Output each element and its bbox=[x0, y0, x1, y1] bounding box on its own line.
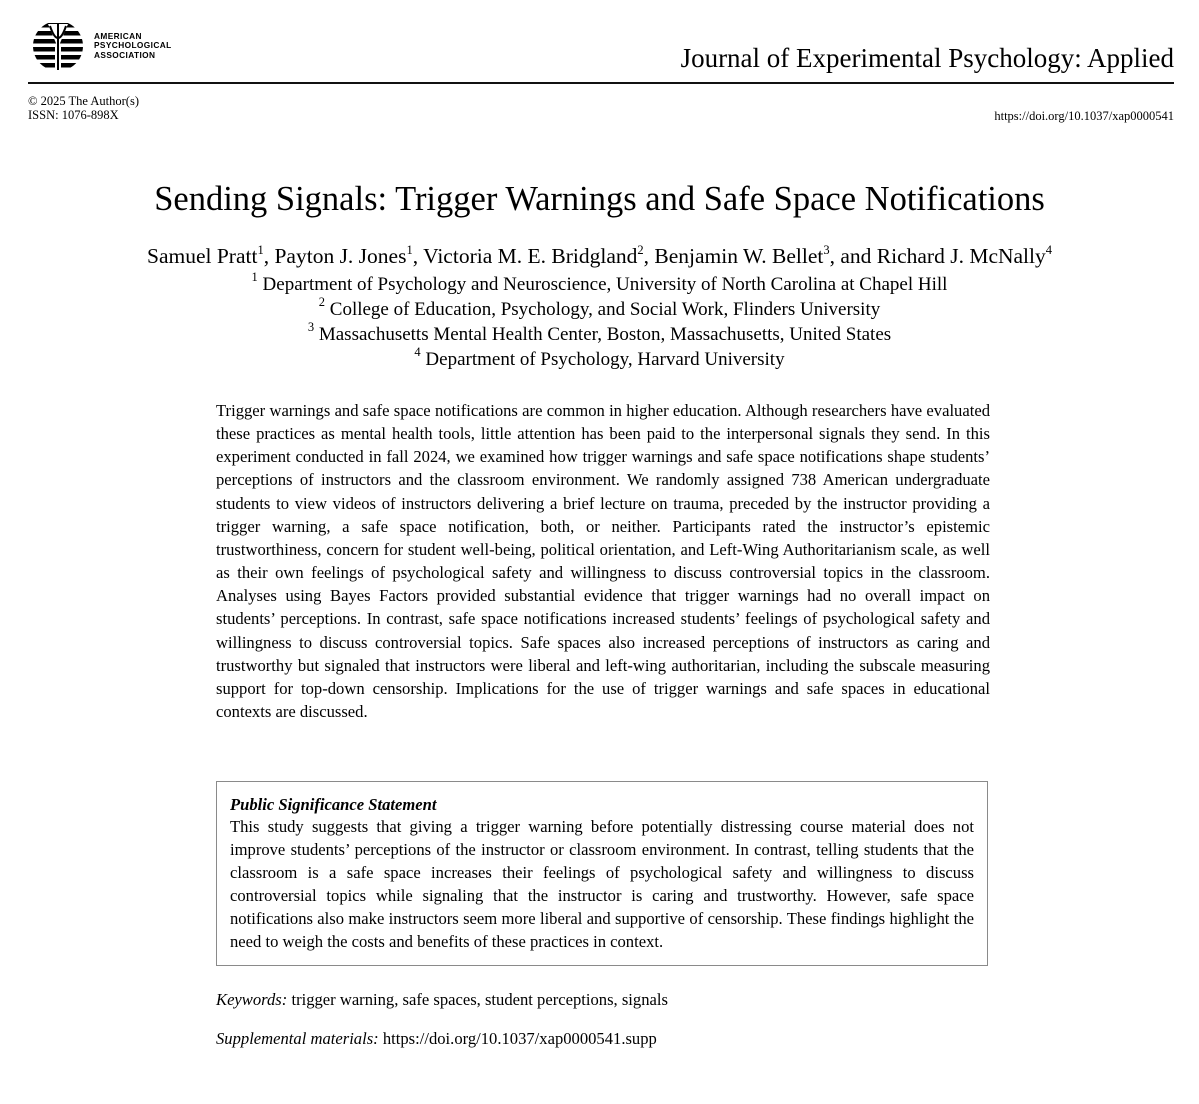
issn: ISSN: 1076-898X bbox=[28, 108, 119, 122]
author-separator: , bbox=[263, 244, 275, 268]
page-header bbox=[28, 14, 1174, 84]
journal-name: Journal of Experimental Psychology: Applied bbox=[680, 43, 1174, 73]
significance-heading: Public Significance Statement bbox=[230, 795, 437, 814]
apa-logo[interactable] bbox=[28, 20, 172, 72]
keywords-label: Keywords: bbox=[216, 990, 288, 1009]
doi-link[interactable]: https://doi.org/10.1037/xap0000541 bbox=[994, 109, 1174, 123]
author-separator: , bbox=[643, 244, 655, 268]
author-name[interactable]: Benjamin W. Bellet bbox=[654, 244, 824, 268]
author-affiliation-marker: 3 bbox=[823, 243, 830, 257]
public-significance-statement bbox=[216, 781, 988, 966]
affiliation-marker: 2 bbox=[318, 295, 326, 309]
supplemental-materials bbox=[216, 1028, 657, 1050]
author-separator: , and bbox=[829, 244, 877, 268]
abstract: Trigger warnings and safe space notifications are common in higher education. Although researchers have evaluated these practices as mental health tools, little attention has been paid to the interpersonal signals they send. In this experiment conducted in fall 2024, we examined how trigger warnings and safe space notifications shape students’ perceptions of instructors and the classroom environment. We randomly assigned 738 American undergraduate students to view videos of instructors delivering a brief lecture on trauma, preceded by the instructor providing a trigger warning, a safe space notification, both, or neither. Participants rated the instructor’s epistemic trustworthiness, concern for student well-being, political orientation, and Left-Wing Authoritarianism scale, as well as their own feelings of psychological safety and willingness to discuss controversial topics in the classroom. Analyses using Bayes Factors provided substantial evidence that trigger warnings had no overall impact on students’ perceptions. In contrast, safe space notifications increased students’ feelings of psychological safety and willingness to discuss controversial topics. Safe spaces also increased perceptions of instructors as caring and trustworthy but signaled that instructors were liberal and left-wing authoritarian, including the subscale measuring support for top-down censorship. Implications for the use of trigger warnings and safe spaces in educational contexts are discussed. bbox=[216, 401, 990, 722]
author-name[interactable]: Richard J. McNally bbox=[876, 244, 1046, 268]
logo-line: PSYCHOLOGICAL bbox=[94, 40, 172, 51]
article-title: Sending Signals: Trigger Warnings and Safe Space Notifications bbox=[154, 180, 1045, 218]
supplemental-label: Supplemental materials: bbox=[216, 1029, 379, 1048]
logo-text bbox=[94, 32, 172, 61]
logo-line: AMERICAN bbox=[94, 30, 142, 41]
author-name[interactable]: Payton J. Jones bbox=[274, 244, 407, 268]
keywords-value: trigger warning, safe spaces, student perceptions, signals bbox=[291, 990, 668, 1009]
author-affiliation-marker: 1 bbox=[406, 243, 413, 257]
affiliation-list bbox=[0, 272, 1199, 372]
author-name[interactable]: Victoria M. E. Bridgland bbox=[423, 244, 638, 268]
author-affiliation-marker: 4 bbox=[1045, 243, 1053, 257]
copyright-notice: © 2025 The Author(s) bbox=[28, 94, 139, 108]
significance-content bbox=[230, 794, 974, 954]
affiliation-text: Massachusetts Mental Health Center, Boston, Massachusetts, United States bbox=[318, 324, 892, 345]
affiliation-marker: 1 bbox=[251, 270, 258, 284]
publication-meta bbox=[28, 94, 139, 122]
affiliation bbox=[0, 347, 1199, 372]
logo-line: ASSOCIATION bbox=[94, 49, 156, 60]
author-name[interactable]: Samuel Pratt bbox=[146, 244, 258, 268]
header-divider bbox=[28, 82, 1174, 84]
supplemental-link[interactable]: https://doi.org/10.1037/xap0000541.supp bbox=[382, 1029, 657, 1048]
affiliation-marker: 4 bbox=[414, 345, 421, 359]
affiliation-text: Department of Psychology, Harvard University bbox=[425, 349, 785, 370]
author-separator: , bbox=[412, 244, 424, 268]
keywords bbox=[216, 989, 668, 1011]
affiliation bbox=[0, 272, 1199, 297]
author-affiliation-marker: 1 bbox=[257, 243, 264, 257]
affiliation-marker: 3 bbox=[307, 320, 315, 334]
affiliation bbox=[0, 322, 1199, 347]
affiliation-text: College of Education, Psychology, and Social Work, Flinders University bbox=[329, 299, 881, 320]
author-list bbox=[0, 242, 1199, 270]
affiliation-text: Department of Psychology and Neuroscience, University of North Carolina at Chapel Hill bbox=[262, 274, 948, 295]
author-affiliation-marker: 2 bbox=[637, 243, 644, 257]
apa-emblem-icon bbox=[28, 20, 88, 72]
significance-body: This study suggests that giving a trigger warning before potentially distressing course material does not improve students’ perceptions of the instructor or classroom environment. In contrast, telling students that the classroom is a safe space increases their feelings of psychological safety and willingness to discuss controversial topics while signaling that the instructor is caring and trustworthy. However, safe space notifications also make instructors seem more liberal and supportive of censorship. These findings highlight the need to weigh the costs and benefits of these practices in context. bbox=[230, 817, 974, 952]
affiliation bbox=[0, 297, 1199, 322]
